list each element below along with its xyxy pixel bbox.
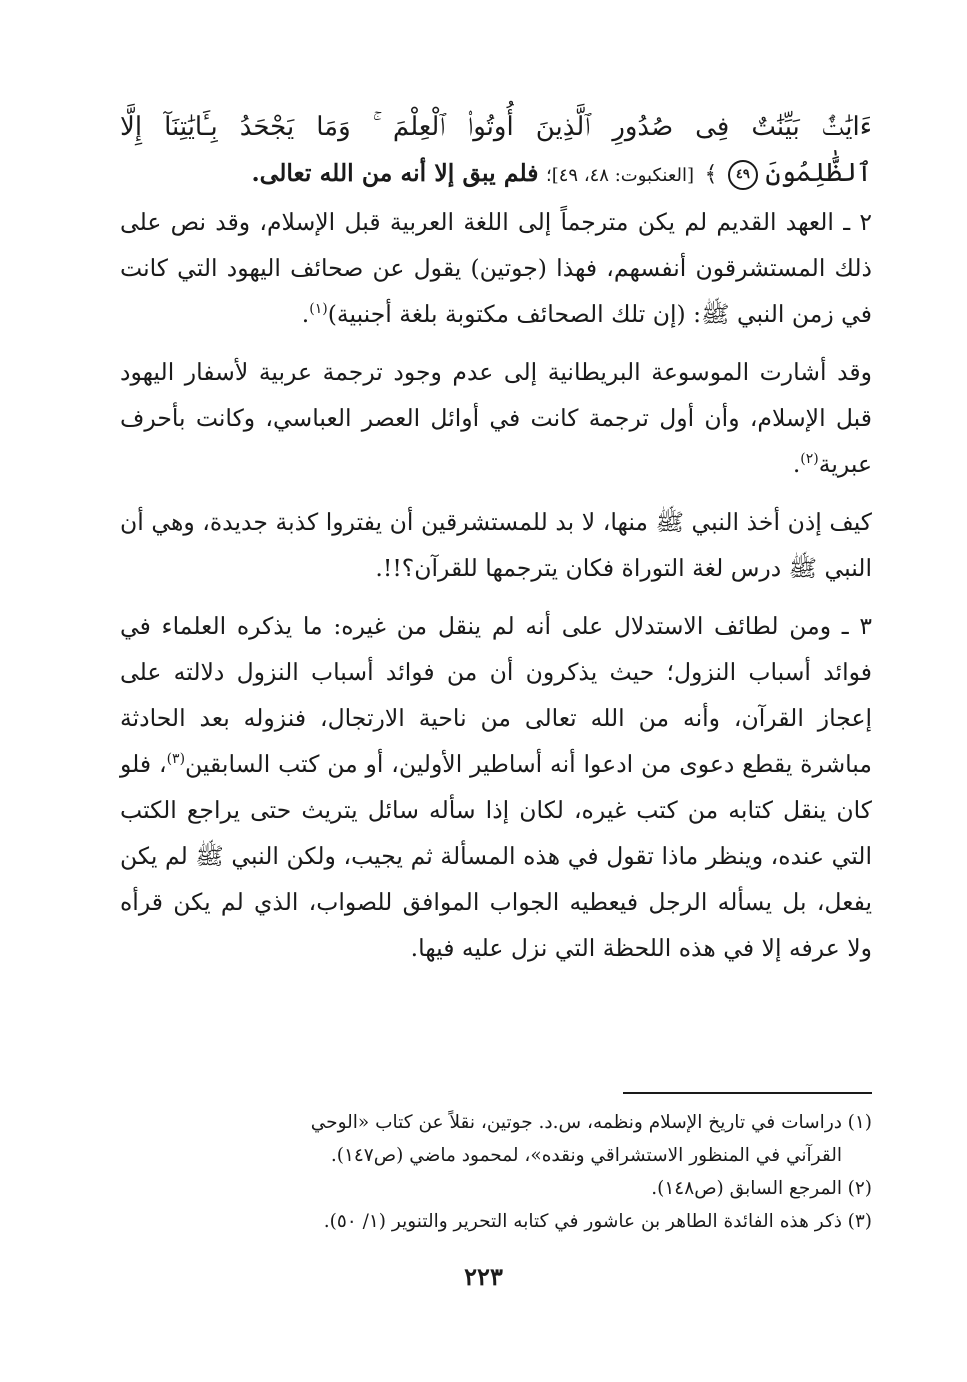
footnote-ref-3[interactable]: (٣) [166, 751, 186, 768]
footnote-number: (٣) [847, 1211, 872, 1232]
footnote-text: دراسات في تاريخ الإسلام ونظمه، س.د. جوتين، نقلاً عن كتاب «الوحي [310, 1112, 842, 1133]
footnote-ref-2[interactable]: (٢) [800, 451, 819, 468]
verse-ending-line [120, 150, 872, 199]
bold-conclusion: فلم يبق إلا أنه من الله تعالى. [251, 159, 539, 187]
paragraph-3-end: . [792, 450, 801, 478]
footnote-1 [122, 1106, 872, 1172]
footnote-number: (٢) [847, 1178, 872, 1199]
paragraph-5-text-a: ٣ ـ ومن لطائف الاستدلال على أنه لم ينقل من غيره: ما يذكره العلماء في فوائد أسباب النزول؛ حيث يذكرون أن من فوائد أسباب النزول دلالته على إعجاز القرآن، وأنه من الله تعالى من ناحية الارتجال، فنزوله بعد الحادثة مباشرة يقطع دعوى من ادعوا أنه أساطير الأولين، أو من كتب السابقين [120, 612, 872, 778]
closing-bracket-ornament: ﴾ [704, 162, 718, 187]
footnote-number: (١) [847, 1112, 872, 1133]
footnotes [122, 1106, 872, 1238]
page-number: ٢٢٣ [464, 1262, 503, 1291]
paragraph-3-text: وقد أشارت الموسوعة البريطانية إلى عدم وجود ترجمة عربية لأسفار اليهود قبل الإسلام، وأن أول ترجمة كانت في أوائل العصر العباسي، وكانت بأحرف عبرية [120, 358, 872, 478]
paragraph-5-text-b: ، فلو كان ينقل كتابه من كتب غيره، لكان إذا سأله سائل يتريث حتى يراجع الكتب التي عنده، وينظر ماذا تقول في هذه المسألة ثم يجيب، ولكن النبي ﷺ لم يكن يفعل، بل يسأله الرجل فيعطيه الجواب الموافق للصواب، الذي لم يكن قرأه ولا عرفه إلا في هذه اللحظة التي نزل عليه فيها. [120, 750, 872, 962]
paragraph-2 [120, 199, 872, 337]
paragraph-3 [120, 349, 872, 487]
footnote-3 [122, 1205, 872, 1238]
paragraph-4: كيف إذن أخذ النبي ﷺ منها، لا بد للمستشرقين أن يفتروا كذبة جديدة، وهي أن النبي ﷺ درس لغة التوراة فكان يترجمها للقرآن؟!!. [120, 508, 872, 582]
paragraph-5 [120, 603, 872, 971]
surah-citation: [العنكبوت: ٤٨، ٤٩]؛ [546, 165, 695, 186]
paragraph-2-end: . [301, 300, 310, 328]
footnote-text: ذكر هذه الفائدة الطاهر بن عاشور في كتابه التحرير والتنوير (١/ ٥٠). [323, 1211, 842, 1232]
verse-number-marker: ٤٩ [728, 160, 758, 190]
quran-verse-line: ءَايَٰتٌۢ بَيِّنَٰتٌ فِى صُدُورِ ٱلَّذِينَ أُوتُوا۟ ٱلْعِلْمَ ۚ وَمَا يَجْحَدُ بِـَٔايَٰتِنَآ إِلَّا [120, 112, 872, 142]
paragraph-2-text: ٢ ـ العهد القديم لم يكن مترجماً إلى اللغة العربية قبل الإسلام، وقد نص على ذلك المستشرقون أنفسهم، فهذا (جوتين) يقول عن صحائف اليهود التي كانت في زمن النبي ﷺ: (إن تلك الصحائف مكتوبة بلغة أجنبية) [120, 208, 872, 328]
footnote-text: المرجع السابق (ص١٤٨). [651, 1178, 842, 1199]
footnote-ref-1[interactable]: (١) [309, 301, 328, 318]
footnote-2 [122, 1172, 872, 1205]
footnote-text-continued: القرآني في المنظور الاستشراقي ونقده»، لمحمود ماضي (ص١٤٧). [330, 1145, 842, 1166]
quran-verse-end: ٱلظَّٰلِمُونَ [765, 158, 872, 188]
footnote-separator [623, 1092, 872, 1094]
main-text [120, 104, 872, 971]
